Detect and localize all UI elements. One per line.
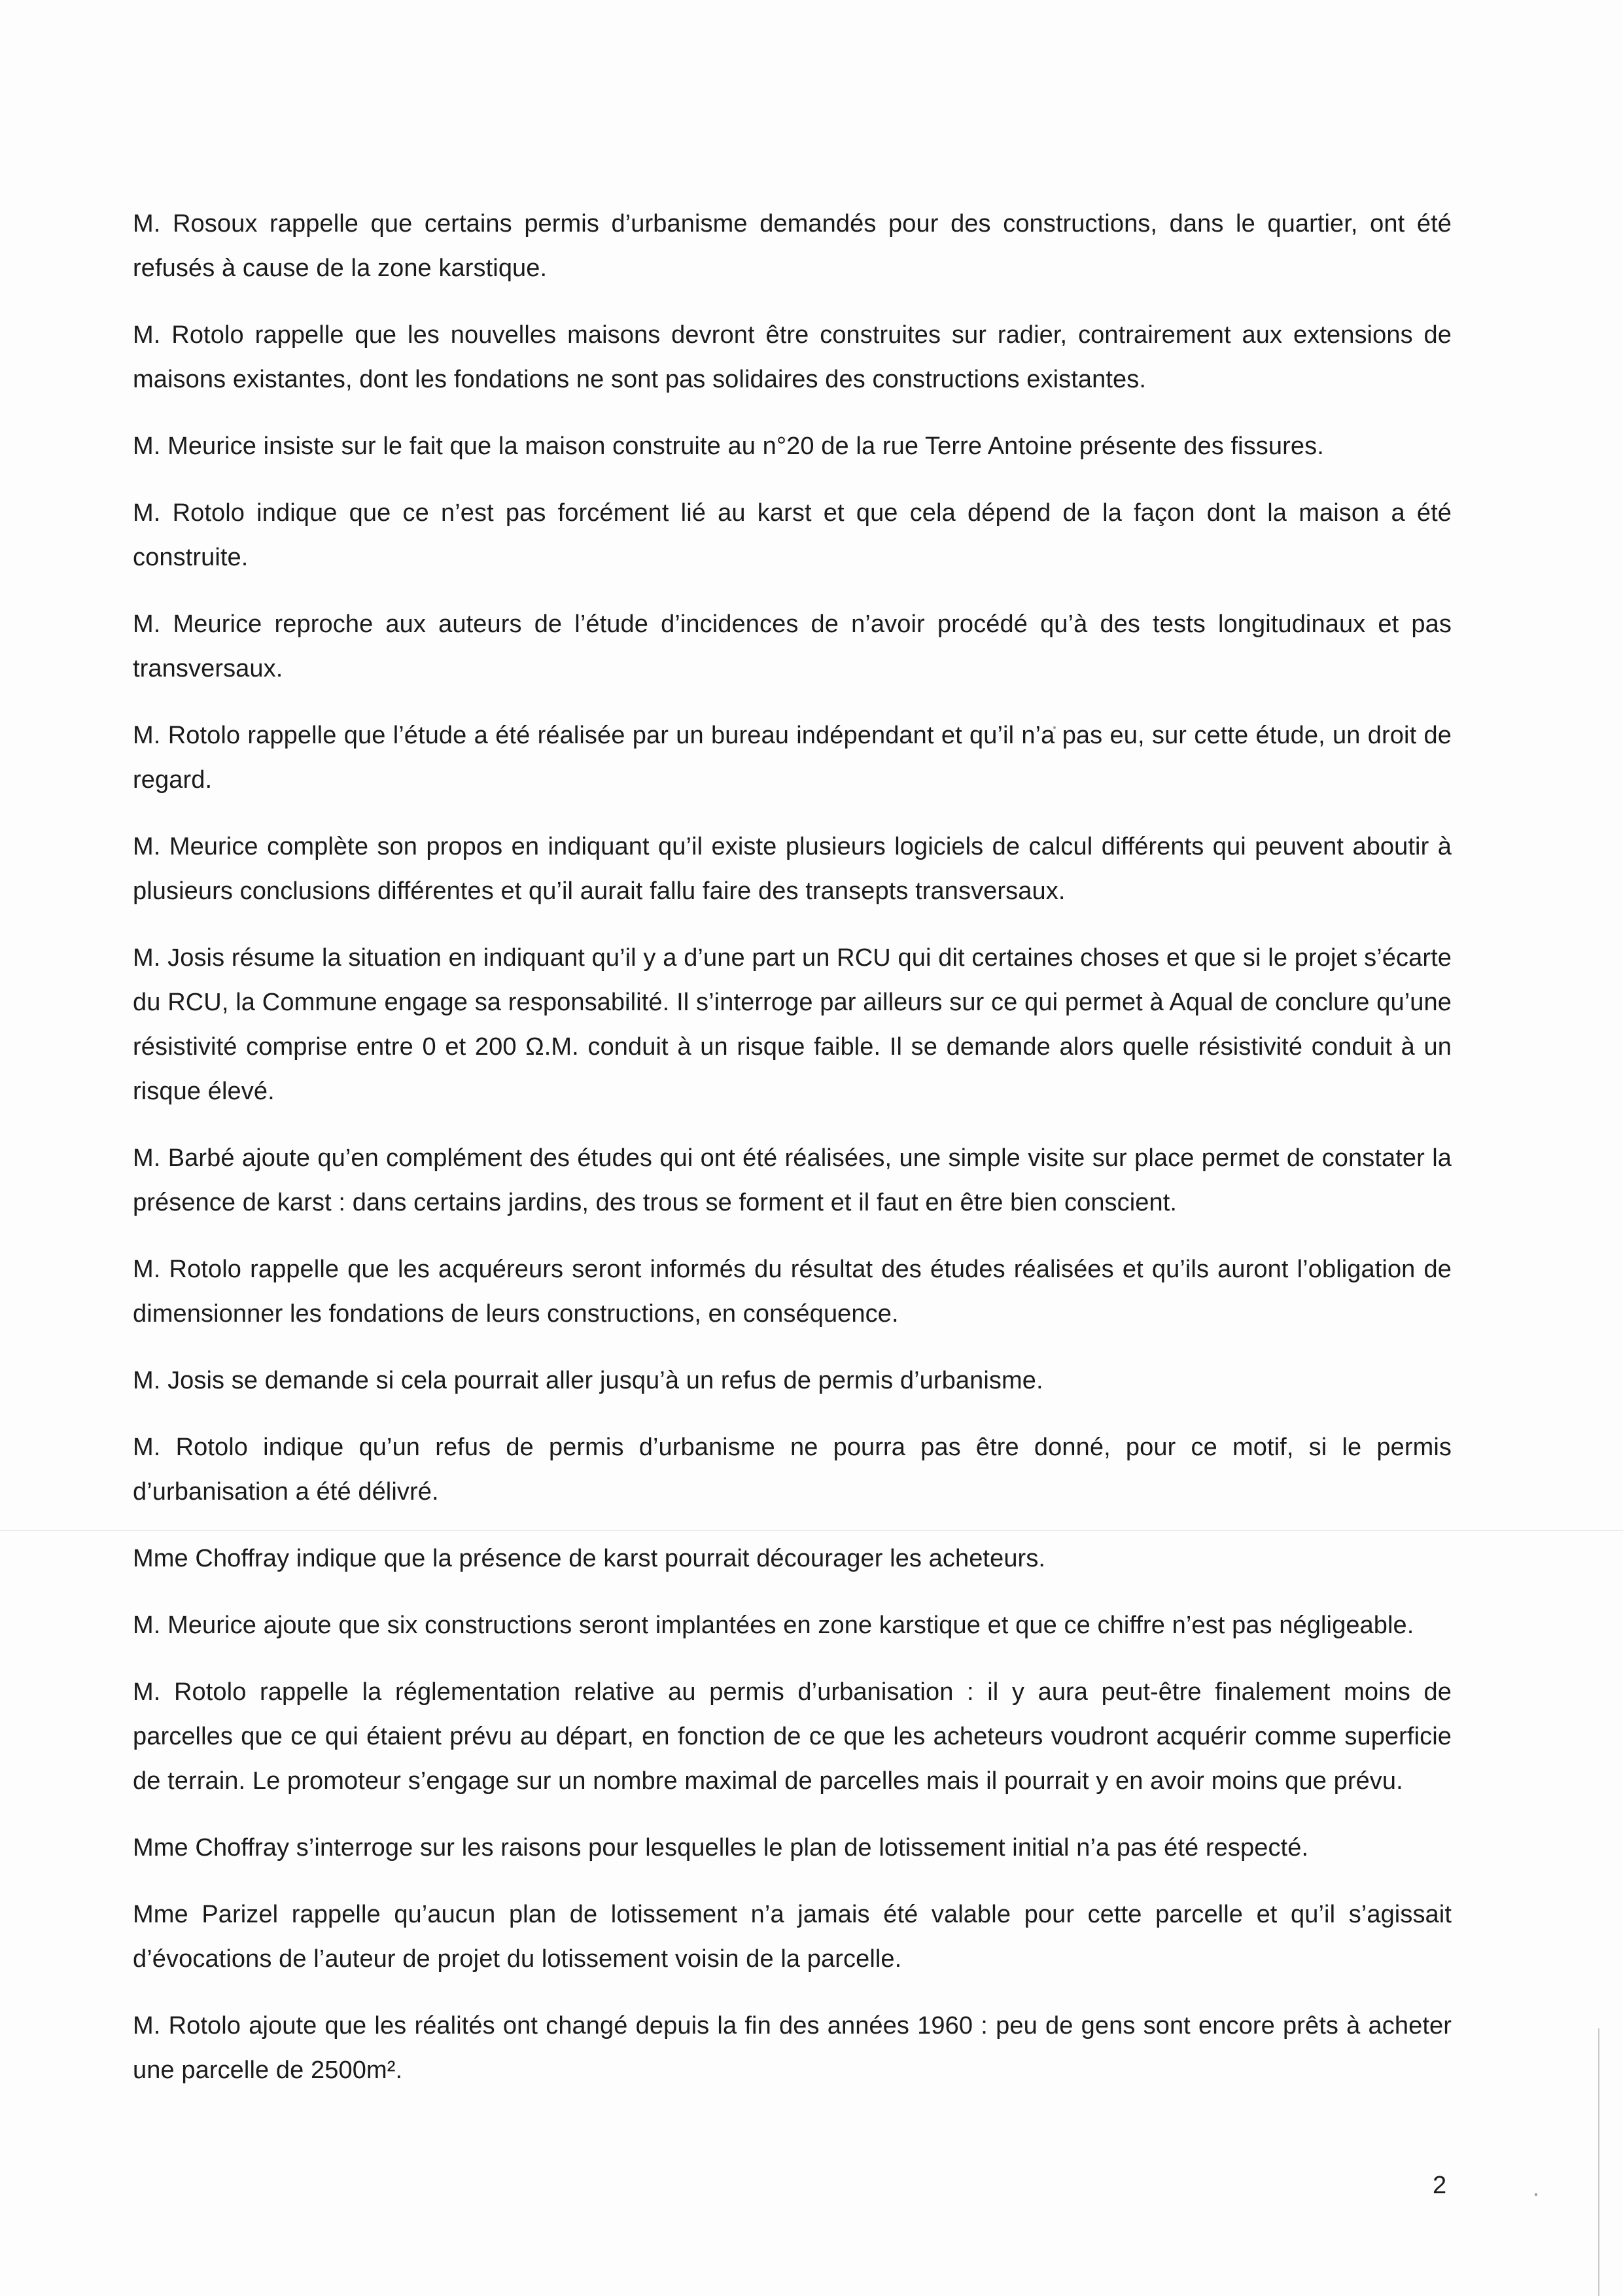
paragraph: Mme Choffray indique que la présence de karst pourrait décourager les acheteurs.: [133, 1545, 1046, 1572]
paragraph: M. Rotolo indique qu’un refus de permis d’urbanisme ne pourra pas être donné, pour ce motif, si le permis d’urbanisation a été délivré.: [133, 1434, 1452, 1506]
paragraph: M. Rotolo ajoute que les réalités ont changé depuis la fin des années 1960 : peu de gens sont encore prêts à acheter une parcelle de 2500m².: [133, 2012, 1452, 2084]
scan-artifact-right-edge: [1598, 2028, 1599, 2296]
paragraph: M. Meurice complète son propos en indiquant qu’il existe plusieurs logiciels de calcul différents qui peuvent aboutir à plusieurs conclusions différentes et qu’il aurait fallu faire des transepts transversaux.: [133, 833, 1452, 905]
paragraph: M. Rotolo rappelle la réglementation relative au permis d’urbanisation : il y aura peut-être finalement moins de parcelles que ce qui étaient prévu au départ, en fonction de ce que les acheteurs voudront acquérir comme superficie de terrain. Le promoteur s’engage sur un nombre maximal de parcelles mais il pourrait y en avoir moins que prévu.: [133, 1678, 1452, 1795]
paragraph: M. Rotolo rappelle que les acquéreurs seront informés du résultat des études réalisées et qu’ils auront l’obligation de dimensionner les fondations de leurs constructions, en conséquence.: [133, 1256, 1452, 1328]
paragraph: M. Meurice insiste sur le fait que la maison construite au n°20 de la rue Terre Antoine présente des fissures.: [133, 433, 1324, 460]
page-number: 2: [1433, 2172, 1447, 2199]
paragraph: M. Josis résume la situation en indiquant qu’il y a d’une part un RCU qui dit certaines choses et que si le projet s’écarte du RCU, la Commune engage sa responsabilité. Il s’interroge par ailleurs sur ce qui permet à Aqual de conclure qu’une résistivité comprise entre 0 et 200 Ω.M. conduit à un risque faible. Il se demande alors quelle résistivité conduit à un risque élevé.: [133, 944, 1452, 1105]
paragraph: M. Rotolo indique que ce n’est pas forcément lié au karst et que cela dépend de la façon dont la maison a été construite.: [133, 499, 1452, 571]
paragraph: M. Josis se demande si cela pourrait aller jusqu’à un refus de permis d’urbanisme.: [133, 1367, 1043, 1394]
paragraph: M. Rotolo rappelle que l’étude a été réalisée par un bureau indépendant et qu’il n’a pas eu, sur cette étude, un droit de regard.: [133, 722, 1452, 794]
document-body: [133, 202, 1452, 2115]
paragraph: M. Meurice reproche aux auteurs de l’étude d’incidences de n’avoir procédé qu’à des tests longitudinaux et pas transversaux.: [133, 610, 1452, 682]
paragraph: Mme Parizel rappelle qu’aucun plan de lotissement n’a jamais été valable pour cette parcelle et qu’il s’agissait d’évocations de l’auteur de projet du lotissement voisin de la parcelle.: [133, 1901, 1452, 1973]
paragraph: M. Rotolo rappelle que les nouvelles maisons devront être construites sur radier, contrairement aux extensions de maisons existantes, dont les fondations ne sont pas solidaires des constructions existantes.: [133, 321, 1452, 393]
paragraph: M. Rosoux rappelle que certains permis d’urbanisme demandés pour des constructions, dans le quartier, ont été refusés à cause de la zone karstique.: [133, 210, 1452, 282]
scan-speck: [1535, 2193, 1537, 2196]
paragraph: M. Barbé ajoute qu’en complément des études qui ont été réalisées, une simple visite sur place permet de constater la présence de karst : dans certains jardins, des trous se forment et il faut en être bien conscient.: [133, 1144, 1452, 1216]
paragraph: Mme Choffray s’interroge sur les raisons pour lesquelles le plan de lotissement initial n’a pas été respecté.: [133, 1834, 1309, 1862]
paragraph: M. Meurice ajoute que six constructions seront implantées en zone karstique et que ce chiffre n’est pas négligeable.: [133, 1612, 1414, 1639]
